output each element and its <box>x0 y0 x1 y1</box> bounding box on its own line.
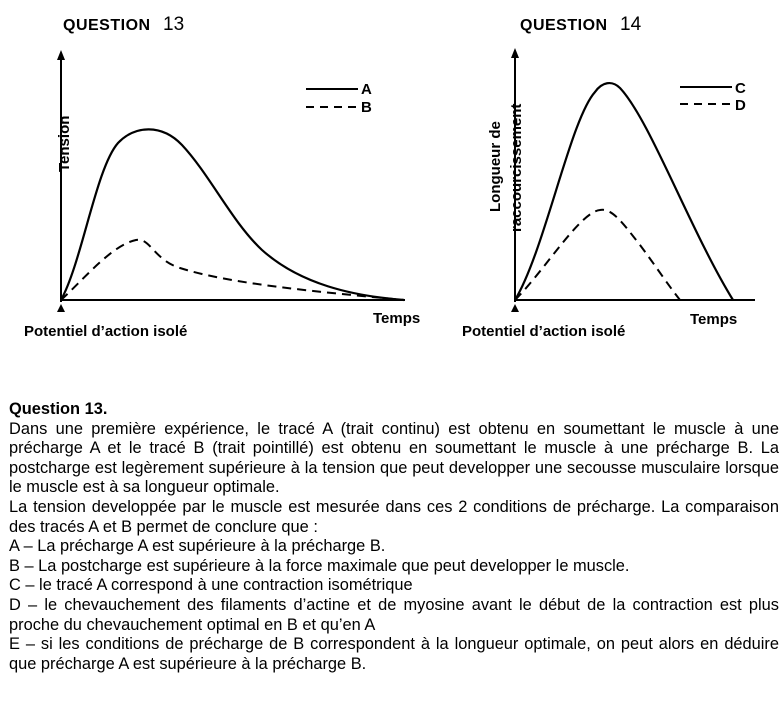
legend-A-label: A <box>361 81 372 98</box>
panel-14-origin-arrow <box>511 304 519 312</box>
question-figures <box>0 0 784 350</box>
panel-13-title <box>63 14 184 35</box>
curve-C-solid <box>515 83 733 300</box>
legend-C-label: C <box>735 80 746 97</box>
panel-13-legend <box>306 81 372 116</box>
panel-14-x-label-time: Temps <box>690 311 738 328</box>
panel-13-origin-arrow <box>57 304 65 312</box>
panel-14-y-label-line1: Longueur de <box>487 121 504 212</box>
answer-option-a: A – La précharge A est supérieure à la précharge B. <box>9 537 386 556</box>
question-intro: Dans une première expérience, le tracé A (trait continu) est obtenu en soumettant le muscle à une précharge A et le tracé B (trait pointillé) est obtenu en soumettant le muscle à une précharge B. La postcharge est legèrement supérieure à la tension que peut developper une secousse musculaire lorsque le muscle est à sa longueur optimale. <box>9 419 779 497</box>
panel-13-title-word: QUESTION <box>63 17 151 34</box>
panel-13-y-label: Tension <box>56 115 73 172</box>
panel-14-y-label-line2: raccourcissement <box>508 103 525 232</box>
panel-14-title <box>520 14 642 35</box>
answer-option-b: B – La postcharge est supérieure à la force maximale que peut developper le muscle. <box>9 556 630 575</box>
question-text-block <box>9 400 779 674</box>
panel-14-legend <box>680 80 746 114</box>
answer-option-d: D – le chevauchement des filaments d’actine et de myosine avant le début de la contraction est plus proche du chevauchement optimal en B et qu’en A <box>9 595 779 634</box>
panel-14-y-axis-arrow <box>511 48 519 58</box>
curve-B-dashed <box>61 240 404 300</box>
curve-A-solid <box>61 129 404 300</box>
question-stem: La tension developpée par le muscle est mesurée dans ces 2 conditions de précharge. La comparaison des tracés A et B permet de conclure que : <box>9 497 779 536</box>
panel-13-y-axis-arrow <box>57 50 65 60</box>
curve-D-dashed <box>515 210 680 300</box>
panel-14-title-number: 14 <box>620 14 642 35</box>
legend-D-label: D <box>735 97 746 114</box>
answer-option-c: C – le tracé A correspond à une contraction isométrique <box>9 576 413 595</box>
panel-question-13 <box>24 14 420 340</box>
legend-B-label: B <box>361 99 372 116</box>
panel-13-x-label-bottom: Potentiel d’action isolé <box>24 323 188 340</box>
panel-question-14 <box>462 14 755 340</box>
panel-14-title-word: QUESTION <box>520 17 608 34</box>
panel-13-title-number: 13 <box>163 14 185 35</box>
answer-option-e: E – si les conditions de précharge de B correspondent à la longueur optimale, on peut alors en déduire que précharge A est supérieure à la précharge B. <box>9 635 779 673</box>
panel-14-x-label-bottom: Potentiel d’action isolé <box>462 323 626 340</box>
panel-13-x-label-time: Temps <box>373 310 421 327</box>
question-heading: Question 13. <box>9 400 108 418</box>
